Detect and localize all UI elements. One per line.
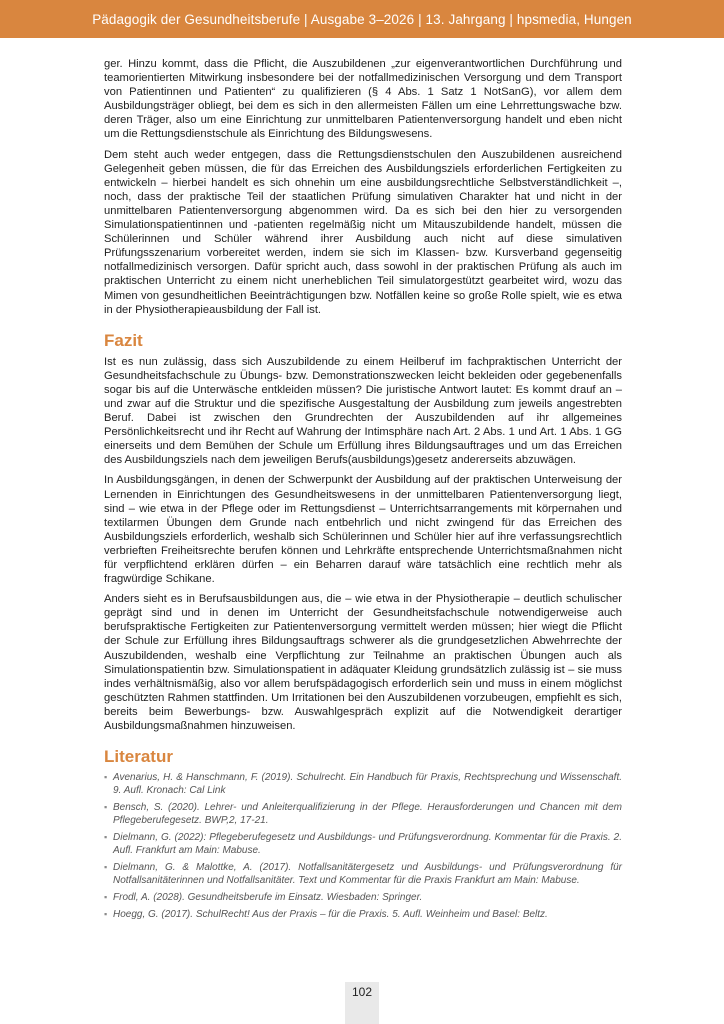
reference-item: ▪ Hoegg, G. (2017). SchulRecht! Aus der Praxis – für die Praxis. 5. Aufl. Weinheim und Basel: Beltz. [104, 908, 622, 921]
fazit-paragraph: In Ausbildungsgängen, in denen der Schwerpunkt der Ausbildung auf der praktischen Unterweisung der Lernenden in Einrichtungen des Gesundheitswesens in der unmittelbaren Patientenversorgung liegt, sind – wie etwa in der Pflege oder im Rettungsdienst – Unterrichtsarrangements mit körpernahen und textilarmen Übungen dem Grunde nach entbehrlich und nicht zwingend für das Erreichen des Ausbildungsziels erforderlich, weshalb sich Schülerinnen und Schüler hier auf ihre verfassungsrechtlich verbrieften Freiheitsrechte berufen können und Lehrkräfte entsprechende Unterrichtsmaßnahmen nicht für verpflichtend erklären dürfen – ein Beharren darauf wäre tatsächlich eine rechtlich mehr als fragwürdige Schikane. [104, 474, 622, 586]
body-paragraph: Dem steht auch weder entgegen, dass die Rettungsdienstschulen den Auszubildenen ausreichend Gelegenheit geben müssen, die für das Erreichen des Ausbildungsziels erforderlichen Fertigkeiten zu entwickeln – hierbei handelt es sich ohnehin um eine ausbildungsrechtliche Selbstverständlichkeit –, noch, dass der praktische Teil der staatlichen Prüfung simulativen Charakter hat und nicht in der unmittelbaren Patientenversorgung abgenommen wird. Da es sich bei den hier zu versorgenden Simulationspatientinnen und -patienten regelmäßig nicht um Mitauszubildende handelt, müssen die Schülerinnen und Schüler während ihrer Ausbildung auch nicht auf diese simulativen Prüfungsszenarium vorbereitet werden, indem sie sich im Klassen- bzw. Kursverband gegenseitig notfallmedizinisch versorgen. Dafür spricht auch, dass sowohl in der praktischen Prüfung als auch im praktischen Unterricht zu einem nicht unerheblichen Teil simulatorgestützt gearbeitet wird, wozu das Mimen von gesundheitlichen Beeinträchtigungen bzw. Notfällen keine so große Rolle spielt, wie es etwa in der Physiotherapieausbildung der Fall ist. [104, 148, 622, 316]
reference-list [104, 771, 622, 921]
reference-item: ▪ Frodl, A. (2028). Gesundheitsberufe im Einsatz. Wiesbaden: Springer. [104, 891, 622, 904]
journal-header-text: Pädagogik der Gesundheitsberufe | Ausgabe 3–2026 | 13. Jahrgang | hpsmedia, Hungen [92, 11, 632, 27]
fazit-paragraph: Ist es nun zulässig, dass sich Auszubildende zu einem Heilberuf im fachpraktischen Unterricht der Gesundheitsfachschule zu Übungs- bzw. Demonstrationszwecken leicht bekleiden oder gegebenenfalls sogar bis auf die Unterwäsche entkleiden müssen? Die juristische Antwort lautet: Es kommt drauf an – und zwar auf die Struktur und die spezifische Ausgestaltung der Ausbildung zum jeweils angestrebten Beruf. Dabei ist zwischen den Grundrechten der Auszubildenden auf ihr allgemeines Persönlichkeitsrecht und ihr Recht auf Wahrung der Intimsphäre nach Art. 2 Abs. 1 und Art. 1 Abs. 1 GG einerseits und dem Bemühen der Schule um Erfüllung ihres Bildungsauftrages und um das Erreichen des Ausbildungsziels nach dem jeweiligen Berufs(ausbildungs)gesetz andererseits abzuwägen. [104, 355, 622, 467]
page-number-text: 102 [351, 985, 373, 999]
reference-item: ▪ Dielmann, G. (2022): Pflegeberufegesetz und Ausbildungs- und Prüfungsverordnung. Kommentar für die Praxis. 2. Aufl. Frankfurt am Main: Mabuse. [104, 831, 622, 857]
fazit-paragraph: Anders sieht es in Berufsausbildungen aus, die – wie etwa in der Physiotherapie – deutlich schulischer geprägt sind und in denen im Unterricht der Gesundheitsfachschule notwendigerweise auch berufspraktische Fertigkeiten zur Patientenversorgung vermittelt werden müssen; hier wiegt die Pflicht der Schule zur Erfüllung ihres Bildungsauftrags schwerer als die grundgesetzlichen Abwehrrechte der Auszubildenden, weshalb eine Verpflichtung zur Teilnahme an praktischen Übungen auch als Simulationspatientin bzw. Simulationspatient in adäquater Kleidung grundsätzlich zulässig ist – sie muss indes verhältnismäßig, also vor allem berufspädagogisch erforderlich sein und muss in einem möglichst geschützten Rahmen stattfinden. Um Irritationen bei den Auszubildenen vorzubeugen, empfiehlt es sich, bereits beim Bewerbungs- bzw. Auswahlgespräch explizit auf die Notwendigkeit derartiger Ausbildungsmaßnahmen hinzuweisen. [104, 593, 622, 733]
page-number [345, 982, 379, 1024]
journal-header [0, 0, 724, 38]
section-heading-literatur: Literatur [104, 747, 173, 767]
article-body [104, 57, 622, 925]
body-paragraph: ger. Hinzu kommt, dass die Pflicht, die Auszubildenen „zur eigenverantwortlichen Durchführung und teamorientierten Mitwirkung insbesondere bei der notfallmedizinischen Versorgung und dem Transport von Patientinnen und Patienten“ zu qualifizieren (§ 4 Abs. 1 Satz 1 NotSanG), vor allem dem Ausbildungsträger obliegt, bei dem es sich in den allermeisten Fällen um eine Lehrrettungswache bzw. deren Träger, also um eine Einrichtung zur unmittelbaren Patientenversorgung handelt und eben nicht um die Rettungsdienstschule als Einrichtung des Bildungswesens. [104, 58, 622, 141]
reference-item: ▪ Avenarius, H. & Hanschmann, F. (2019). Schulrecht. Ein Handbuch für Praxis, Rechtsprechung und Wissenschaft. 9. Aufl. Kronach: Cal Link [104, 771, 622, 797]
section-heading-fazit: Fazit [104, 330, 143, 350]
reference-item: ▪ Dielmann, G. & Malottke, A. (2017). Notfallsanitätergesetz und Ausbildungs- und Prüfungsverordnung für Notfallsanitäterinnen und Notfallsanitäter. Text und Kommentar für die Praxis Frankfurt am Main: Mabuse. [104, 861, 622, 887]
reference-item: ▪ Bensch, S. (2020). Lehrer- und Anleiterqualifizierung in der Pflege. Herausforderungen und Chancen mit dem Pflegeberufegesetz. BWP,2, 17-21. [104, 801, 622, 827]
